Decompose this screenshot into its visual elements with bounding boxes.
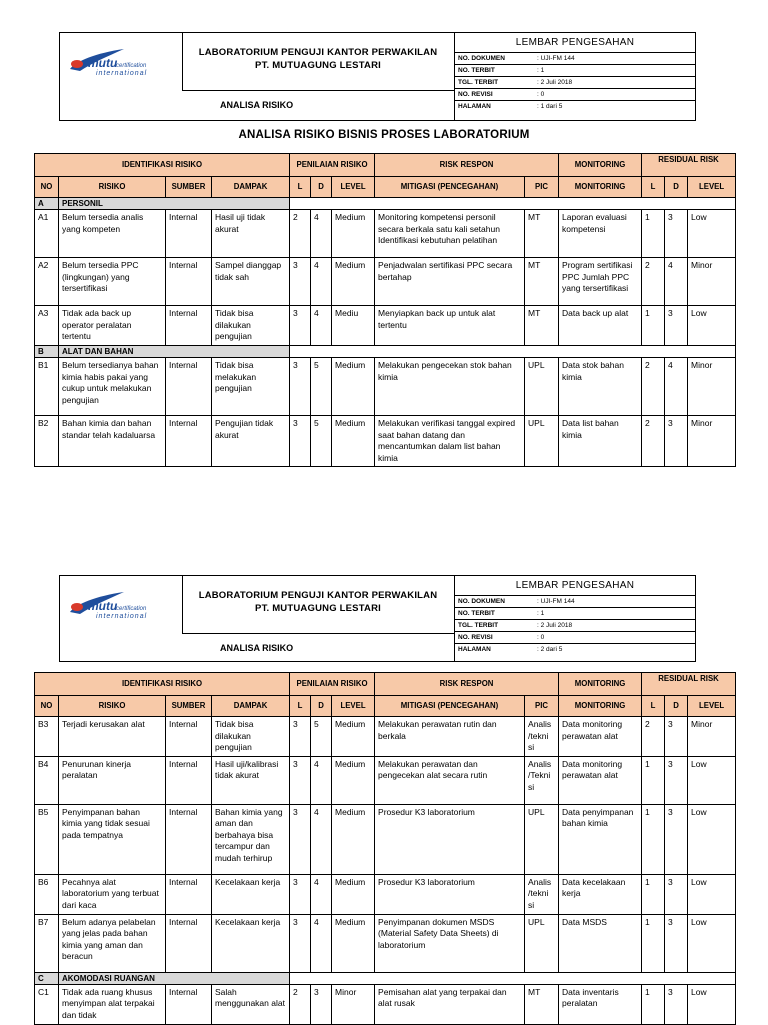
cell-no: A3 [35, 306, 59, 346]
lab-name-line2: PT. MUTUAGUNG LESTARI [255, 603, 381, 614]
company-logo [60, 576, 183, 633]
cell-mitigasi: Pemisahan alat yang terpakai dan alat rusak [375, 984, 525, 1024]
doc-type-box [60, 633, 454, 664]
field-row: NO. TERBIT : 1 [455, 608, 695, 620]
cell-no: B2 [35, 416, 59, 467]
cell-dampak: Salah menggunakan alat [212, 984, 290, 1024]
cell-rl: 1 [642, 756, 665, 804]
cell-l: 3 [290, 717, 311, 757]
table-row [35, 306, 736, 346]
col-level: LEVEL [332, 177, 375, 198]
section-label: AKOMODASI RUANGAN [59, 972, 290, 984]
cell-sumber: Internal [166, 258, 212, 306]
cell-pic: UPL [525, 358, 559, 416]
cell-rl: 2 [642, 416, 665, 467]
cell-sumber: Internal [166, 914, 212, 972]
col-respon: RISK RESPON [375, 154, 559, 177]
cell-rd: 3 [665, 416, 688, 467]
table-row [35, 984, 736, 1024]
field-row: NO. DOKUMEN : UJI-FM 144 [455, 53, 695, 65]
cell-level: Mediu [332, 306, 375, 346]
company-logo [60, 33, 183, 90]
col-l: L [290, 696, 311, 717]
cell-risiko: Tidak ada ruang khusus menyimpan alat terpakai dan tidak [59, 984, 166, 1024]
cell-l: 3 [290, 914, 311, 972]
table-row [35, 210, 736, 258]
col-level: LEVEL [332, 696, 375, 717]
cell-dampak: Tidak bisa dilakukan pengujian [212, 306, 290, 346]
cell-rl: 2 [642, 717, 665, 757]
cell-dampak: Kecelakaan kerja [212, 874, 290, 914]
cell-d: 4 [311, 210, 332, 258]
cell-rd: 4 [665, 358, 688, 416]
cell-monitoring: Program sertifikasi PPC Jumlah PPC yang tersertifikasi [559, 258, 642, 306]
table-row [35, 717, 736, 757]
svg-text:mutu: mutu [88, 599, 118, 613]
col-monitoring2: MONITORING [559, 696, 642, 717]
cell-rl: 1 [642, 914, 665, 972]
section-blank [290, 198, 736, 210]
cell-sumber: Internal [166, 717, 212, 757]
cell-dampak: Tidak bisa dilakukan pengujian [212, 717, 290, 757]
document-header-page2 [59, 575, 696, 662]
field-row: NO. DOKUMEN : UJI-FM 144 [455, 596, 695, 608]
cell-d: 5 [311, 717, 332, 757]
document-header [59, 32, 696, 121]
cell-l: 3 [290, 756, 311, 804]
cell-dampak: Hasil uji/kalibrasi tidak akurat [212, 756, 290, 804]
cell-rlevel: Low [688, 306, 736, 346]
table-row [35, 914, 736, 972]
cell-d: 4 [311, 914, 332, 972]
col-no: NO [35, 177, 59, 198]
table-row [35, 258, 736, 306]
col-d: D [311, 696, 332, 717]
cell-no: B7 [35, 914, 59, 972]
cell-monitoring: Data inventaris peralatan [559, 984, 642, 1024]
cell-mitigasi: Melakukan pengecekan stok bahan kimia [375, 358, 525, 416]
cell-l: 2 [290, 984, 311, 1024]
cell-monitoring: Data monitoring perawatan alat [559, 756, 642, 804]
lab-name-line1: LABORATORIUM PENGUJI KANTOR PERWAKILAN [198, 590, 438, 601]
cell-sumber: Internal [166, 210, 212, 258]
cell-no: B6 [35, 874, 59, 914]
col-risiko: RISIKO [59, 696, 166, 717]
cell-pic: UPL [525, 804, 559, 874]
form-title: LEMBAR PENGESAHAN [455, 33, 695, 53]
cell-risiko: Belum tersedia PPC (lingkungan) yang tersertifikasi [59, 258, 166, 306]
col-rl: L [642, 696, 665, 717]
cell-no: B1 [35, 358, 59, 416]
cell-mitigasi: Melakukan perawatan rutin dan berkala [375, 717, 525, 757]
cell-l: 3 [290, 874, 311, 914]
cell-monitoring: Data list bahan kimia [559, 416, 642, 467]
col-risiko: RISIKO [59, 177, 166, 198]
col-l: L [290, 177, 311, 198]
cell-mitigasi: Melakukan perawatan dan pengecekan alat secara rutin [375, 756, 525, 804]
cell-risiko: Belum tersedia analis yang kompeten [59, 210, 166, 258]
cell-no: A1 [35, 210, 59, 258]
cell-pic: Analis /Tekni si [525, 756, 559, 804]
cell-sumber: Internal [166, 756, 212, 804]
cell-pic: MT [525, 210, 559, 258]
cell-risiko: Terjadi kerusakan alat [59, 717, 166, 757]
section-no: A [35, 198, 59, 210]
lab-name-line1: LABORATORIUM PENGUJI KANTOR PERWAKILAN [198, 47, 438, 58]
col-rl: L [642, 177, 665, 198]
cell-rl: 1 [642, 210, 665, 258]
table-row [35, 874, 736, 914]
lab-name-box [182, 576, 455, 634]
cell-pic: Analis /tekni si [525, 874, 559, 914]
cell-rd: 3 [665, 914, 688, 972]
cell-mitigasi: Penjadwalan sertifikasi PPC secara bertahap [375, 258, 525, 306]
cell-mitigasi: Monitoring kompetensi personil secara berkala satu kali setahun Identifikasi kebutuhan pelatihan [375, 210, 525, 258]
table-row [35, 756, 736, 804]
cell-l: 2 [290, 210, 311, 258]
section-label: ALAT DAN BAHAN [59, 346, 290, 358]
lab-name-box [182, 33, 455, 91]
cell-no: B4 [35, 756, 59, 804]
cell-l: 3 [290, 258, 311, 306]
col-pic: PIC [525, 696, 559, 717]
mutu-logo-icon [66, 47, 178, 77]
col-no: NO [35, 696, 59, 717]
lab-name-line2: PT. MUTUAGUNG LESTARI [255, 60, 381, 71]
cell-l: 3 [290, 306, 311, 346]
cell-rlevel: Minor [688, 258, 736, 306]
field-row: NO. TERBIT : 1 [455, 65, 695, 77]
cell-level: Minor [332, 984, 375, 1024]
col-penilaian: PENILAIAN RISIKO [290, 673, 375, 696]
cell-level: Medium [332, 874, 375, 914]
col-mitigasi: MITIGASI (PENCEGAHAN) [375, 696, 525, 717]
cell-dampak: Tidak bisa melakukan pengujian [212, 358, 290, 416]
field-row: HALAMAN : 1 dari 5 [455, 101, 695, 112]
col-dampak: DAMPAK [212, 177, 290, 198]
cell-sumber: Internal [166, 416, 212, 467]
form-title: LEMBAR PENGESAHAN [455, 576, 695, 596]
col-monitoring: MONITORING [559, 673, 642, 696]
approval-box [454, 576, 695, 661]
svg-text:certification: certification [116, 63, 147, 69]
cell-d: 4 [311, 258, 332, 306]
cell-dampak: Bahan kimia yang aman dan berbahaya bisa tercampur dan mudah terhirup [212, 804, 290, 874]
col-d: D [311, 177, 332, 198]
cell-level: Medium [332, 358, 375, 416]
cell-rl: 1 [642, 874, 665, 914]
col-rlevel: LEVEL [688, 177, 736, 198]
col-rd: D [665, 696, 688, 717]
col-identifikasi: IDENTIFIKASI RISIKO [35, 673, 290, 696]
cell-mitigasi: Prosedur K3 laboratorium [375, 804, 525, 874]
cell-rlevel: Low [688, 210, 736, 258]
cell-monitoring: Data penyimpanan bahan kimia [559, 804, 642, 874]
cell-l: 3 [290, 804, 311, 874]
cell-rd: 3 [665, 874, 688, 914]
table-row [35, 358, 736, 416]
approval-box [454, 33, 695, 120]
cell-rd: 4 [665, 258, 688, 306]
table-row [35, 804, 736, 874]
cell-d: 5 [311, 358, 332, 416]
cell-mitigasi: Prosedur K3 laboratorium [375, 874, 525, 914]
cell-risiko: Belum adanya pelabelan yang jelas pada bahan kimia yang aman dan beracun [59, 914, 166, 972]
page-title: ANALISA RISIKO BISNIS PROSES LABORATORIUM [238, 129, 530, 141]
field-row: NO. REVISI : 0 [455, 89, 695, 101]
cell-d: 4 [311, 804, 332, 874]
cell-pic: UPL [525, 914, 559, 972]
cell-risiko: Belum tersedianya bahan kimia habis pakai yang cukup untuk melakukan pengujian [59, 358, 166, 416]
col-respon: RISK RESPON [375, 673, 559, 696]
cell-level: Medium [332, 717, 375, 757]
cell-sumber: Internal [166, 306, 212, 346]
cell-mitigasi: Penyimpanan dokumen MSDS (Material Safety Data Sheets) di laboratorium [375, 914, 525, 972]
col-sumber: SUMBER [166, 177, 212, 198]
col-mitigasi: MITIGASI (PENCEGAHAN) [375, 177, 525, 198]
svg-text:international: international [96, 70, 148, 77]
cell-rlevel: Minor [688, 416, 736, 467]
cell-sumber: Internal [166, 984, 212, 1024]
section-row [35, 198, 736, 210]
section-row [35, 972, 736, 984]
cell-rlevel: Low [688, 984, 736, 1024]
cell-rlevel: Low [688, 914, 736, 972]
cell-risiko: Tidak ada back up operator peralatan tertentu [59, 306, 166, 346]
col-identifikasi: IDENTIFIKASI RISIKO [35, 154, 290, 177]
col-residual: RESIDUAL RISK [642, 673, 736, 696]
cell-rl: 1 [642, 984, 665, 1024]
cell-no: B3 [35, 717, 59, 757]
cell-rl: 1 [642, 804, 665, 874]
cell-rlevel: Minor [688, 717, 736, 757]
cell-pic: MT [525, 984, 559, 1024]
table-row [35, 416, 736, 467]
cell-risiko: Penyimpanan bahan kimia yang tidak sesuai pada tempatnya [59, 804, 166, 874]
cell-monitoring: Data MSDS [559, 914, 642, 972]
cell-rl: 2 [642, 358, 665, 416]
cell-rd: 3 [665, 756, 688, 804]
cell-d: 3 [311, 984, 332, 1024]
cell-rlevel: Low [688, 804, 736, 874]
cell-level: Medium [332, 804, 375, 874]
cell-sumber: Internal [166, 804, 212, 874]
cell-monitoring: Data stok bahan kimia [559, 358, 642, 416]
col-monitoring: MONITORING [559, 154, 642, 177]
col-rlevel: LEVEL [688, 696, 736, 717]
cell-mitigasi: Melakukan verifikasi tanggal expired saat bahan datang dan mencantumkan dalam list bahan kimia [375, 416, 525, 467]
cell-rd: 3 [665, 804, 688, 874]
risk-table-page1 [34, 153, 736, 467]
field-row: HALAMAN : 2 dari 5 [455, 644, 695, 655]
cell-pic: Analis /tekni si [525, 717, 559, 757]
cell-level: Medium [332, 210, 375, 258]
svg-text:international: international [96, 613, 148, 620]
section-no: B [35, 346, 59, 358]
cell-risiko: Penurunan kinerja peralatan [59, 756, 166, 804]
cell-pic: MT [525, 258, 559, 306]
doc-type: ANALISA RISIKO [220, 100, 294, 110]
cell-d: 4 [311, 756, 332, 804]
cell-sumber: Internal [166, 358, 212, 416]
cell-risiko: Bahan kimia dan bahan standar telah kadaluarsa [59, 416, 166, 467]
cell-sumber: Internal [166, 874, 212, 914]
cell-d: 5 [311, 416, 332, 467]
col-rd: D [665, 177, 688, 198]
cell-l: 3 [290, 358, 311, 416]
cell-dampak: Sampel dianggap tidak sah [212, 258, 290, 306]
section-blank [290, 972, 736, 984]
cell-monitoring: Laporan evaluasi kompetensi [559, 210, 642, 258]
section-row [35, 346, 736, 358]
cell-level: Medium [332, 416, 375, 467]
cell-dampak: Kecelakaan kerja [212, 914, 290, 972]
col-penilaian: PENILAIAN RISIKO [290, 154, 375, 177]
cell-dampak: Pengujian tidak akurat [212, 416, 290, 467]
col-dampak: DAMPAK [212, 696, 290, 717]
cell-monitoring: Data monitoring perawatan alat [559, 717, 642, 757]
cell-rd: 3 [665, 717, 688, 757]
svg-text:certification: certification [116, 606, 147, 612]
section-label: PERSONIL [59, 198, 290, 210]
cell-rd: 3 [665, 306, 688, 346]
cell-level: Medium [332, 914, 375, 972]
cell-pic: MT [525, 306, 559, 346]
cell-level: Medium [332, 756, 375, 804]
cell-pic: UPL [525, 416, 559, 467]
mutu-logo-icon [66, 590, 178, 620]
cell-rlevel: Low [688, 756, 736, 804]
svg-text:mutu: mutu [88, 56, 118, 70]
cell-rd: 3 [665, 984, 688, 1024]
cell-level: Medium [332, 258, 375, 306]
col-residual: RESIDUAL RISK [642, 154, 736, 177]
section-blank [290, 346, 736, 358]
doc-type-box [60, 90, 454, 121]
cell-no: A2 [35, 258, 59, 306]
cell-risiko: Pecahnya alat laboratorium yang terbuat dari kaca [59, 874, 166, 914]
doc-type: ANALISA RISIKO [220, 643, 294, 653]
cell-monitoring: Data back up alat [559, 306, 642, 346]
risk-table-page2 [34, 672, 736, 1025]
cell-rlevel: Minor [688, 358, 736, 416]
cell-l: 3 [290, 416, 311, 467]
cell-no: C1 [35, 984, 59, 1024]
field-row: TGL. TERBIT : 2 Juli 2018 [455, 620, 695, 632]
cell-rl: 1 [642, 306, 665, 346]
cell-dampak: Hasil uji tidak akurat [212, 210, 290, 258]
section-no: C [35, 972, 59, 984]
col-pic: PIC [525, 177, 559, 198]
cell-mitigasi: Menyiapkan back up untuk alat tertentu [375, 306, 525, 346]
cell-d: 4 [311, 874, 332, 914]
col-monitoring2: MONITORING [559, 177, 642, 198]
col-sumber: SUMBER [166, 696, 212, 717]
field-row: NO. REVISI : 0 [455, 632, 695, 644]
cell-no: B5 [35, 804, 59, 874]
cell-monitoring: Data kecelakaan kerja [559, 874, 642, 914]
field-row: TGL. TERBIT : 2 Juli 2018 [455, 77, 695, 89]
cell-rl: 2 [642, 258, 665, 306]
cell-rlevel: Low [688, 874, 736, 914]
cell-d: 4 [311, 306, 332, 346]
cell-rd: 3 [665, 210, 688, 258]
